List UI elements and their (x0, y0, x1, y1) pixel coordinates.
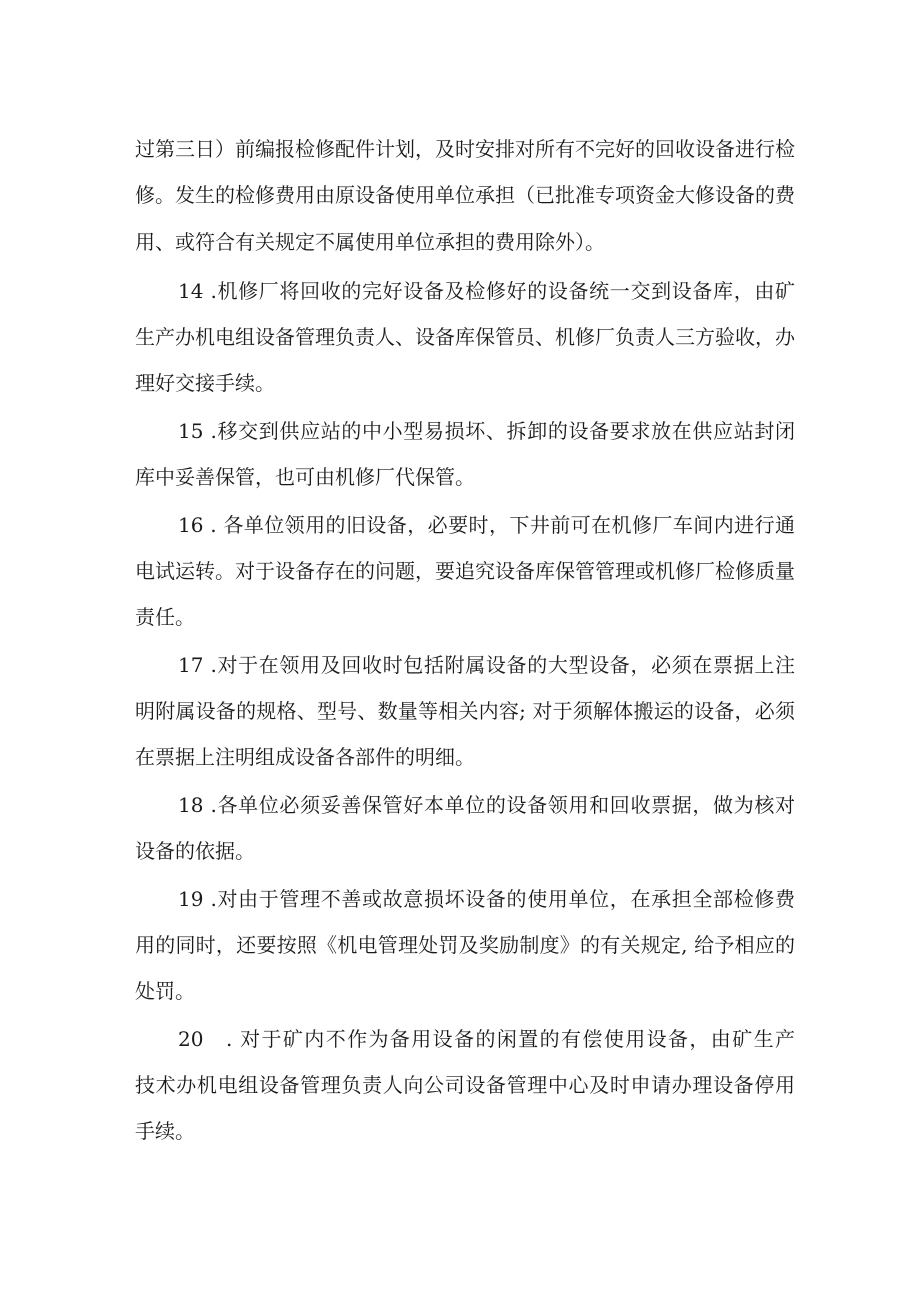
paragraph-line: 技术办机电组设备管理负责人向公司设备管理中心及时申请办理设备停用 (135, 1073, 795, 1097)
paragraph-text: .机修厂将回收的完好设备及检修好的设备统一交到设备库，由矿 (203, 279, 795, 303)
paragraph-line: 电试运转。对于设备存在的问题，要追究设备库保管管理或机修厂检修质量 (135, 559, 795, 583)
paragraph-first-line (178, 650, 795, 680)
paragraph-line: 处罚。 (135, 979, 195, 1003)
paragraph-line: 生产办机电组设备管理负责人、设备库保管员、机修厂负责人三方验收，办 (135, 325, 795, 349)
paragraph-text: .移交到供应站的中小型易损坏、拆卸的设备要求放在供应站封闭 (203, 419, 795, 443)
paragraph-line: 库中妥善保管，也可由机修厂代保管。 (135, 465, 475, 489)
paragraph-first-line (178, 510, 795, 540)
paragraph-line: 手续。 (135, 1119, 195, 1143)
paragraph-text: .各单位必须妥善保管好本单位的设备领用和回收票据，做为核对 (203, 793, 795, 817)
item-number: 14 (178, 279, 204, 303)
paragraph-line: 过第三日）前编报检修配件计划，及时安排对所有不完好的回收设备进行检 (135, 137, 795, 161)
paragraph-first-line (178, 790, 795, 820)
item-number: 16 (178, 513, 204, 537)
item-number: 18 (178, 793, 204, 817)
paragraph-line: 理好交接手续。 (135, 371, 275, 395)
paragraph-first-line (178, 416, 795, 446)
paragraph-line: 设备的依据。 (135, 839, 255, 863)
item-number: 17 (178, 653, 204, 677)
item-number: 15 (178, 419, 204, 443)
paragraph-first-line (178, 276, 795, 306)
paragraph-text: . 对于矿内不作为备用设备的闲置的有偿使用设备，由矿生产 (226, 1027, 795, 1051)
paragraph-text: .对由于管理不善或故意损坏设备的使用单位，在承担全部检修费 (203, 887, 795, 911)
paragraph-first-line (178, 1024, 795, 1054)
paragraph-line: 责任。 (135, 605, 195, 629)
paragraph-first-line (178, 884, 795, 914)
paragraph-text: . 各单位领用的旧设备，必要时，下井前可在机修厂车间内进行通 (203, 513, 795, 537)
paragraph-line: 用的同时，还要按照《机电管理处罚及奖励制度》的有关规定, 给予相应的 (135, 933, 795, 957)
paragraph-line: 修。发生的检修费用由原设备使用单位承担（已批准专项资金大修设备的费 (135, 183, 795, 207)
item-number: 20 (178, 1027, 204, 1051)
paragraph-line: 用、或符合有关规定不属使用单位承担的费用除外）。 (135, 230, 605, 254)
paragraph-line: 在票据上注明组成设备各部件的明细。 (135, 745, 475, 769)
paragraph-text: .对于在领用及回收时包括附属设备的大型设备，必须在票据上注 (203, 653, 795, 677)
item-number: 19 (178, 887, 204, 911)
paragraph-line: 明附属设备的规格、型号、数量等相关内容; 对于须解体搬运的设备，必须 (135, 699, 795, 723)
